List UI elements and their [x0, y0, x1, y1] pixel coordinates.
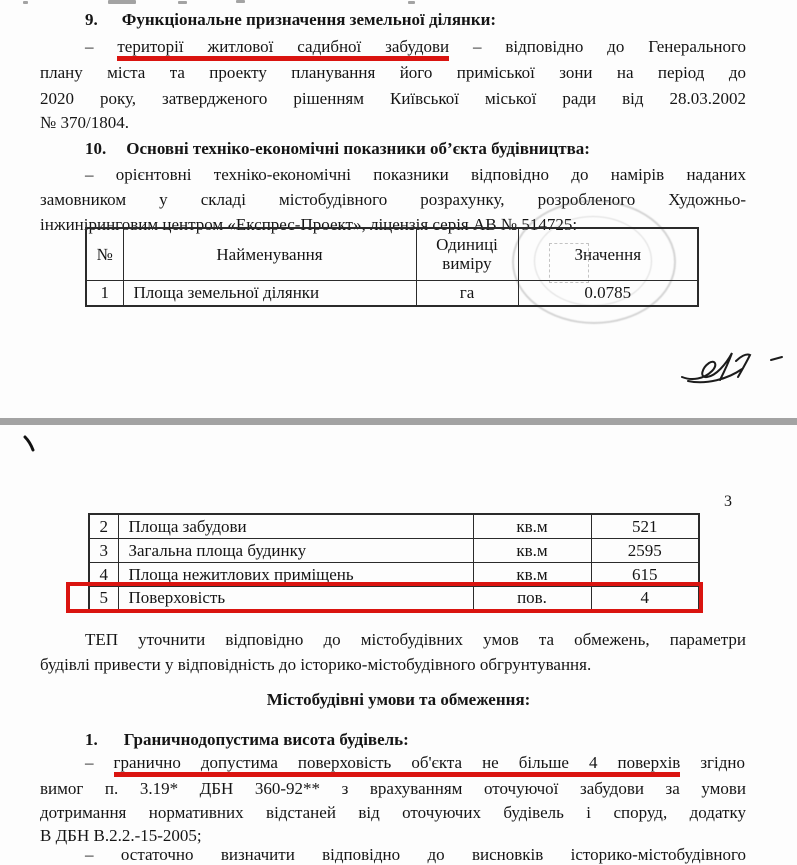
paragraph-1-line-4: № 370/1804.	[40, 113, 129, 132]
cell-name: Площа нежитлових приміщень	[118, 562, 473, 586]
table-row	[86, 280, 698, 306]
col-header-no: №	[86, 228, 123, 280]
paragraph-4-line-4: В ДБН В.2.2.-15-2005;	[40, 826, 202, 845]
cell-unit: пов.	[473, 586, 591, 610]
signature	[678, 348, 790, 393]
section-9-number: 9.	[85, 10, 98, 29]
cell-unit: кв.м	[473, 562, 591, 586]
cell-no: 2	[89, 514, 118, 538]
section-1-heading	[85, 730, 409, 750]
section-9-heading	[85, 10, 496, 30]
section-10-title: Основні техніко-економічні показники об’єкта будівництва:	[126, 139, 590, 158]
p1-dash: –	[85, 37, 94, 56]
col-header-unit: Одиниці виміру	[416, 228, 518, 280]
cell-name: Поверховість	[118, 586, 473, 610]
conditions-heading: Містобудівні умови та обмеження:	[266, 690, 531, 709]
cell-unit: кв.м	[473, 538, 591, 562]
table-row-highlighted	[89, 586, 699, 610]
section-9-title: Функціональне призначення земельної ділянки:	[121, 10, 497, 29]
col-header-name: Найменування	[123, 228, 416, 280]
table-header-row	[86, 228, 698, 280]
col-header-value: Значення	[518, 228, 698, 280]
paragraph-4-line-5: – остаточно визначити відповідно до висновків історико-містобудівного	[85, 845, 746, 864]
cell-value: 2595	[591, 538, 699, 562]
cell-no: 3	[89, 538, 118, 562]
cell-no: 5	[89, 586, 118, 610]
cell-value: 4	[591, 586, 699, 610]
p4-dash: –	[85, 753, 94, 772]
p1-line1-rest: – відповідно до Генерального	[472, 37, 746, 56]
table-row	[89, 562, 699, 586]
section-1-title: Граничнодопустима висота будівель:	[123, 730, 409, 749]
scan-divider	[0, 418, 797, 425]
cell-value: 0.0785	[518, 280, 698, 306]
paragraph-1-line-3: 2020 року, затвердженого рішенням Київської міської ради від 28.03.2002	[40, 89, 746, 108]
functional-purpose-underline: території житлової садибної забудови	[117, 37, 449, 61]
cell-unit: га	[416, 280, 518, 306]
paragraph-2-line-2: замовником у складі містобудівного розрахунку, розробленого Художньо-	[40, 190, 746, 209]
paragraph-4-line-2: вимог п. 3.19* ДБН 360-92** з врахуванням оточуючої забудови за умови	[40, 779, 746, 798]
indicators-table-part2	[88, 513, 700, 611]
section-1-number: 1.	[85, 730, 98, 749]
indicators-table-part1	[85, 227, 699, 307]
cell-unit: кв.м	[473, 514, 591, 538]
cell-value: 615	[591, 562, 699, 586]
paragraph-3-line-1: ТЕП уточнити відповідно до містобудівних умов та обмежень, параметри	[85, 630, 746, 649]
paragraph-2-line-1: – орієнтовні техніко-економічні показники відповідно до намірів наданих	[85, 165, 746, 184]
p4-line1-rest: згідно	[700, 753, 746, 772]
cell-name: Загальна площа будинку	[118, 538, 473, 562]
section-10-number: 10.	[85, 139, 107, 158]
max-storeys-underline: гранично допустима поверховість об'єкта не більше 4 поверхів	[114, 753, 681, 777]
paragraph-4-line-1	[85, 753, 745, 773]
table-row	[89, 514, 699, 538]
page-number: 3	[724, 493, 732, 510]
ink-mark	[22, 435, 36, 458]
paragraph-3-line-2: будівлі привести у відповідність до історико-містобудівного обгрунтування.	[40, 655, 592, 674]
section-10-heading	[85, 139, 590, 159]
cell-no: 1	[86, 280, 123, 306]
cell-name: Площа забудови	[118, 514, 473, 538]
paragraph-2-line-3: інжиніринговим центром «Експрес-Проект», ліцензія серія АВ № 514725:	[40, 215, 578, 234]
paragraph-1-line-2: плану міста та проекту планування його приміської зони на період до	[40, 63, 746, 82]
cell-name: Площа земельної ділянки	[123, 280, 416, 306]
cell-value: 521	[591, 514, 699, 538]
paragraph-1-line-1	[85, 37, 746, 57]
table-row	[89, 538, 699, 562]
paragraph-4-line-3: дотримання нормативних відстаней від оточуючих будівель і споруд, додатку	[40, 803, 746, 822]
cell-no: 4	[89, 562, 118, 586]
